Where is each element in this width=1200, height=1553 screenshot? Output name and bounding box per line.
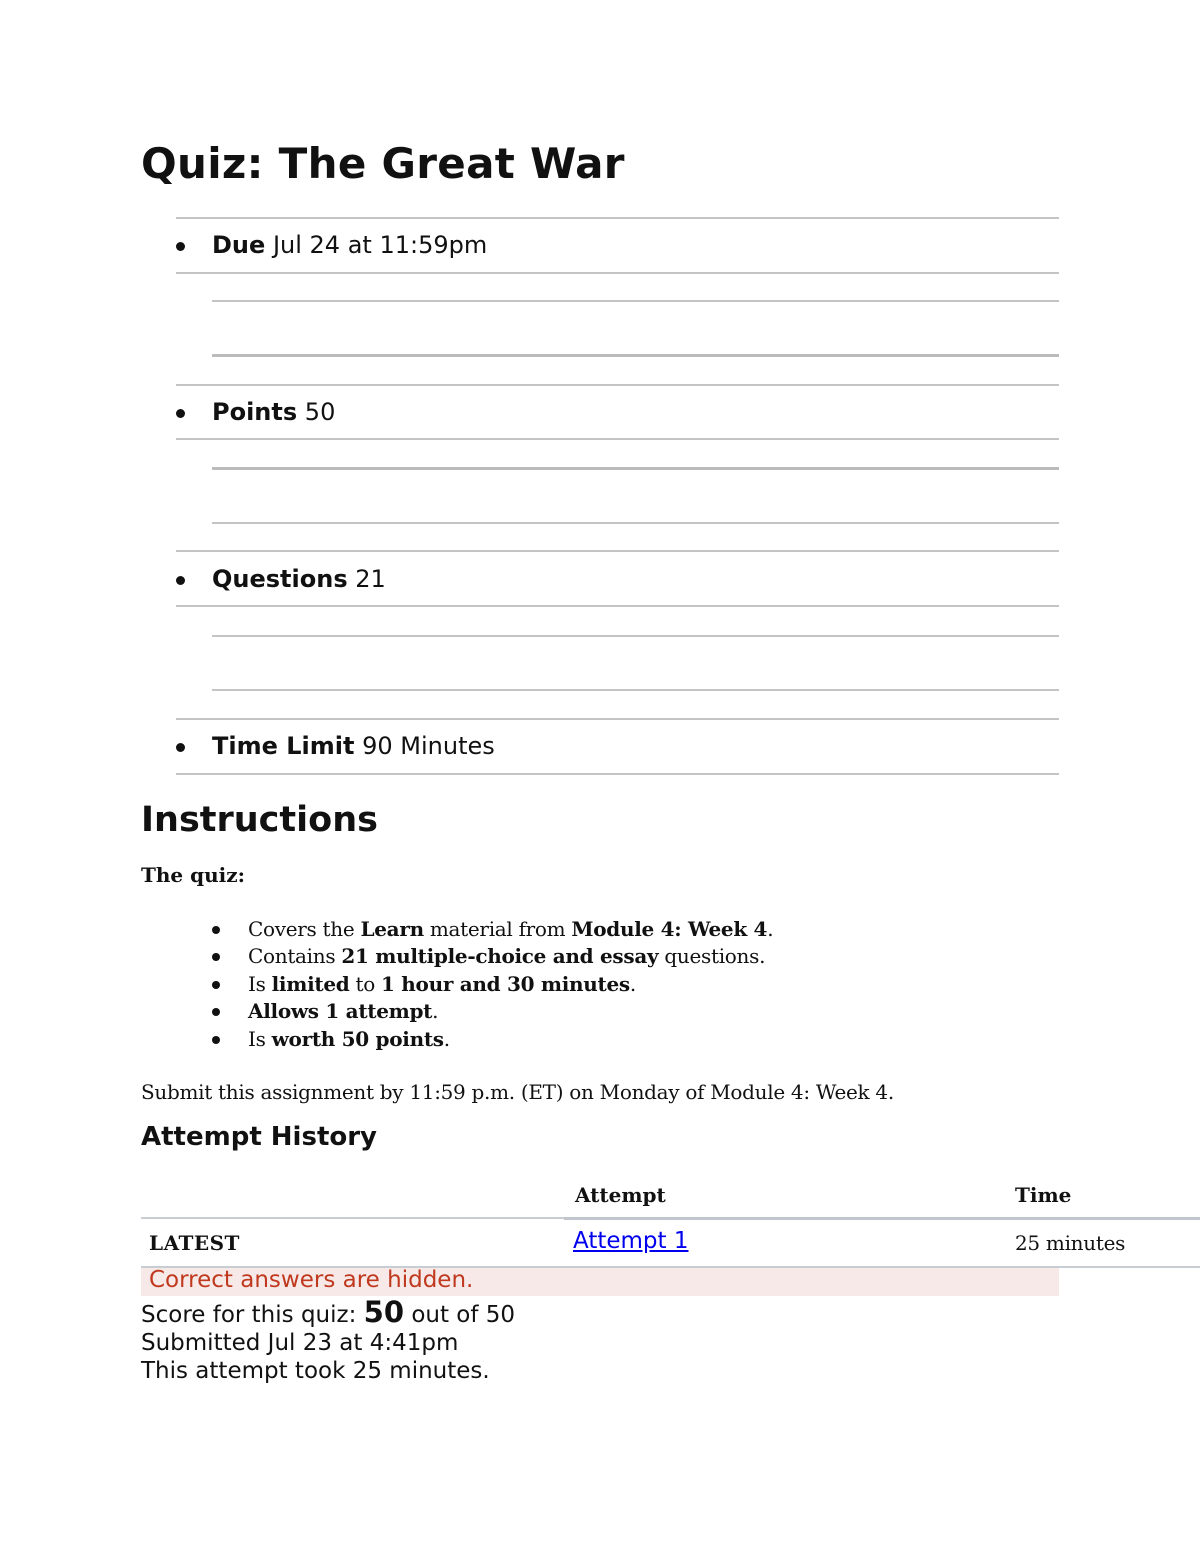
bullet-icon: [176, 409, 185, 418]
answers-hidden-banner: [141, 1268, 1059, 1296]
score-summary: [141, 1295, 516, 1385]
detail-value: 50: [304, 398, 336, 426]
bullet-icon: [212, 953, 220, 961]
bullet-icon: [212, 981, 220, 989]
detail-key: Questions: [212, 565, 348, 593]
detail-key: Due: [212, 231, 266, 259]
divider: [212, 467, 1059, 470]
score-value: 50: [363, 1295, 405, 1329]
detail-key: Points: [212, 398, 298, 426]
divider: [212, 522, 1059, 524]
divider: [176, 384, 1059, 386]
column-header-time: Time: [1015, 1183, 1072, 1207]
submit-note: Submit this assignment by 11:59 p.m. (ET) on Monday of Module 4: Week 4.: [141, 1080, 894, 1104]
answers-hidden-text: Correct answers are hidden.: [149, 1267, 474, 1293]
column-header-attempt: Attempt: [575, 1183, 666, 1207]
divider: [176, 605, 1059, 607]
bullet-icon: [176, 576, 185, 585]
divider: [176, 773, 1059, 775]
bullet-icon: [176, 242, 185, 251]
latest-label: LATEST: [149, 1231, 240, 1255]
attempt-history-heading: Attempt History: [141, 1122, 378, 1152]
detail-value: 21: [355, 565, 386, 593]
divider: [212, 635, 1059, 637]
score-line: [141, 1295, 516, 1329]
divider: [176, 217, 1059, 219]
bullet-icon: [212, 1036, 220, 1044]
divider: [212, 354, 1059, 357]
detail-value: Jul 24 at 11:59pm: [272, 231, 488, 259]
attempt-1-link[interactable]: Attempt 1: [573, 1228, 689, 1254]
duration-text: This attempt took 25 minutes.: [141, 1358, 490, 1384]
divider: [212, 300, 1059, 302]
divider: [176, 438, 1059, 440]
divider: [212, 689, 1059, 691]
attempt-time: 25 minutes: [1015, 1231, 1126, 1255]
divider: [176, 550, 1059, 552]
detail-key: Time Limit: [212, 732, 355, 760]
divider: [564, 1217, 1200, 1220]
score-label: Score for this quiz:: [141, 1302, 364, 1328]
bullet-icon: [212, 1008, 220, 1016]
detail-value: 90 Minutes: [362, 732, 495, 760]
submitted-text: Submitted Jul 23 at 4:41pm: [141, 1330, 459, 1356]
instructions-intro: The quiz:: [141, 863, 245, 887]
score-suffix: out of 50: [404, 1302, 516, 1328]
bullet-icon: [176, 743, 185, 752]
bullet-icon: [212, 926, 220, 934]
page-title: Quiz: The Great War: [141, 139, 625, 188]
divider: [176, 272, 1059, 274]
instructions-heading: Instructions: [141, 800, 378, 840]
divider: [176, 718, 1059, 720]
